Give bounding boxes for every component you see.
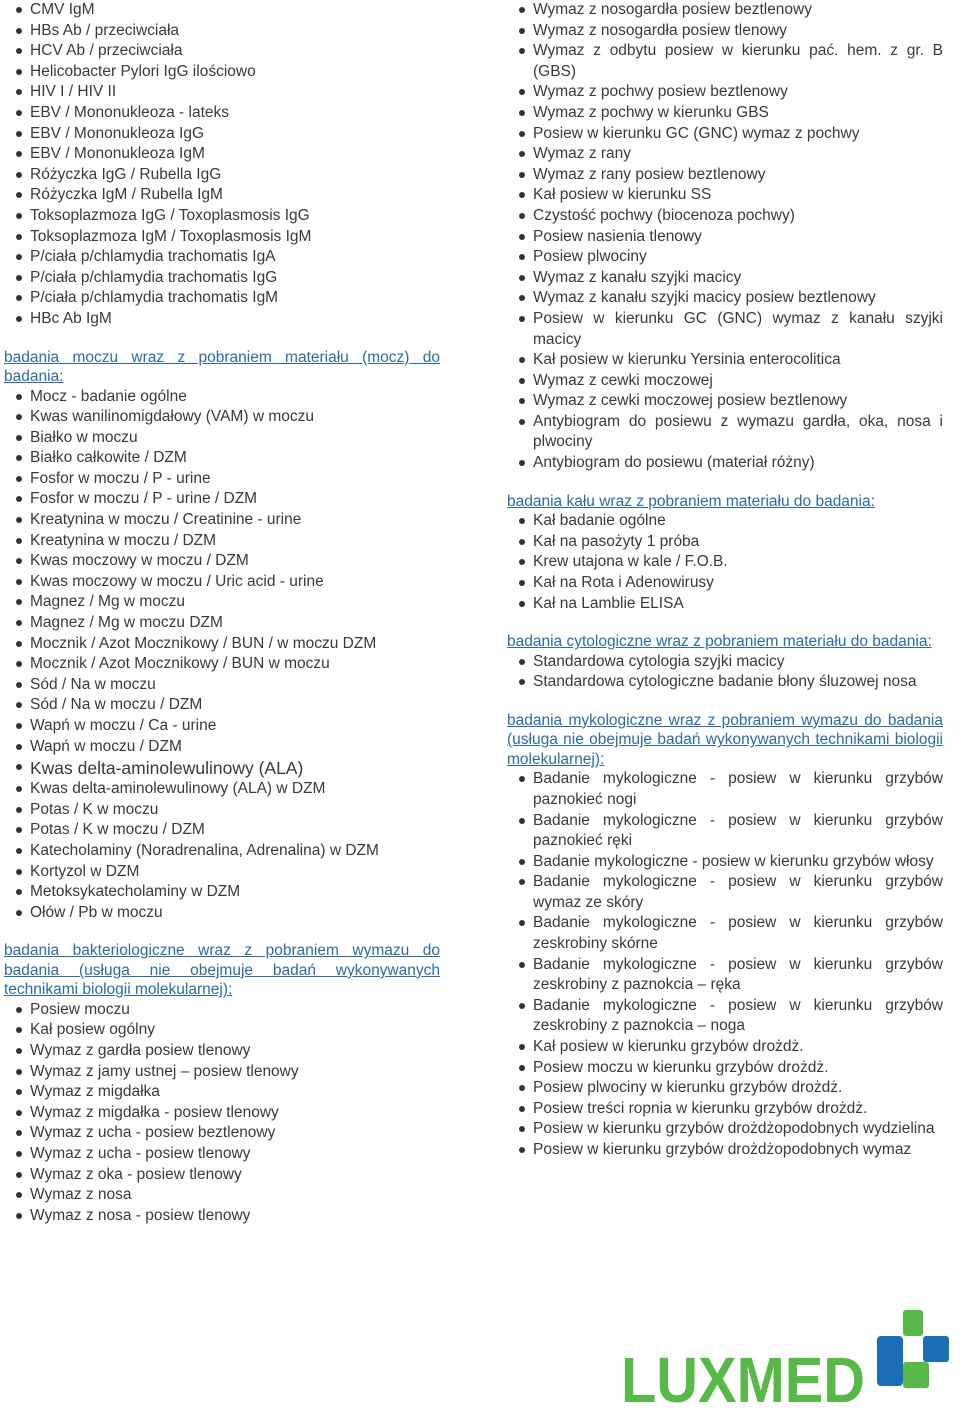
list-item: Wymaz z migdałka	[4, 1082, 440, 1103]
list-item: Wymaz z rany	[507, 144, 943, 165]
list-item: Kwas wanilinomigdałowy (VAM) w moczu	[4, 407, 440, 428]
list-item: Wapń w moczu / DZM	[4, 737, 440, 758]
list-item: Wymaz z nosogardła posiew tlenowy	[507, 21, 943, 42]
list-item: Metoksykatecholaminy w DZM	[4, 882, 440, 903]
list-item: Posiew moczu w kierunku grzybów drożdż.	[507, 1058, 943, 1079]
list-item: EBV / Mononukleoza IgM	[4, 144, 440, 165]
list-item: Mocznik / Azot Mocznikowy / BUN w moczu	[4, 654, 440, 675]
list-item: Wymaz z ucha - posiew beztlenowy	[4, 1123, 440, 1144]
list-item: Różyczka IgG / Rubella IgG	[4, 165, 440, 186]
stool-section-title: badania kału wraz z pobraniem materiału do badania:	[507, 492, 875, 510]
list-item: Posiew plwociny	[507, 247, 943, 268]
list-item: Wymaz z odbytu posiew w kierunku pać. hem. z gr. B (GBS)	[507, 41, 943, 82]
list-item: Standardowa cytologiczne badanie błony śluzowej nosa	[507, 672, 943, 693]
list-item: Wymaz z ucha - posiew tlenowy	[4, 1144, 440, 1165]
list-item: Kał na Lamblie ELISA	[507, 594, 943, 615]
list-item: Posiew moczu	[4, 1000, 440, 1021]
list-item: Wymaz z nosogardła posiew beztlenowy	[507, 0, 943, 21]
list-item: P/ciała p/chlamydia trachomatis IgG	[4, 268, 440, 289]
list-item: Wymaz z cewki moczowej posiew beztlenowy	[507, 391, 943, 412]
serology-list	[4, 0, 440, 330]
list-item: Sód / Na w moczu / DZM	[4, 695, 440, 716]
list-item: Kał na pasożyty 1 próba	[507, 532, 943, 553]
list-item: Posiew plwociny w kierunku grzybów drożdż.	[507, 1078, 943, 1099]
list-item: Kał posiew w kierunku SS	[507, 185, 943, 206]
list-item: CMV IgM	[4, 0, 440, 21]
list-item: Czystość pochwy (biocenoza pochwy)	[507, 206, 943, 227]
right-column	[507, 0, 943, 1161]
list-item: Białko całkowite / DZM	[4, 448, 440, 469]
list-item: Magnez / Mg w moczu DZM	[4, 613, 440, 634]
list-item: Kortyzol w DZM	[4, 862, 440, 883]
list-item: Kwas delta-aminolewulinowy (ALA) w DZM	[4, 779, 440, 800]
list-item: Wymaz z nosa - posiew tlenowy	[4, 1206, 440, 1227]
list-item: Wymaz z cewki moczowej	[507, 371, 943, 392]
list-item: Badanie mykologiczne - posiew w kierunku grzybów paznokieć nogi	[507, 769, 943, 810]
luxmed-cross-icon	[877, 1310, 949, 1388]
list-item: Kwas moczowy w moczu / Uric acid - urine	[4, 572, 440, 593]
list-item: Magnez / Mg w moczu	[4, 592, 440, 613]
list-item: Mocz - badanie ogólne	[4, 387, 440, 408]
list-item: P/ciała p/chlamydia trachomatis IgA	[4, 247, 440, 268]
list-item: Badanie mykologiczne - posiew w kierunku grzybów zeskrobiny z paznokcia – noga	[507, 996, 943, 1037]
list-item: Antybiogram do posiewu z wymazu gardła, oka, nosa i plwociny	[507, 412, 943, 453]
list-item: Standardowa cytologia szyjki macicy	[507, 652, 943, 673]
list-item: Wymaz z nosa	[4, 1185, 440, 1206]
list-item: Mocznik / Azot Mocznikowy / BUN / w moczu DZM	[4, 634, 440, 655]
luxmed-logo-text: LUXMED	[621, 1344, 865, 1406]
bacteriology-list	[4, 1000, 440, 1227]
list-item: Wymaz z rany posiew beztlenowy	[507, 165, 943, 186]
list-item: Potas / K w moczu	[4, 800, 440, 821]
mycology-list	[507, 769, 943, 1160]
urine-list	[4, 387, 440, 924]
list-item: Wymaz z migdałka - posiew tlenowy	[4, 1103, 440, 1124]
list-item: Fosfor w moczu / P - urine	[4, 469, 440, 490]
list-item: Posiew w kierunku grzybów drożdżopodobnych wydzielina	[507, 1119, 943, 1140]
list-item: Wymaz z kanału szyjki macicy posiew beztlenowy	[507, 288, 943, 309]
list-item: Krew utajona w kale / F.O.B.	[507, 552, 943, 573]
list-item: Sód / Na w moczu	[4, 675, 440, 696]
list-item: Kwas delta-aminolewulinowy (ALA)	[4, 757, 440, 779]
luxmed-logo	[621, 1306, 951, 1406]
list-item: HCV Ab / przeciwciała	[4, 41, 440, 62]
list-item: EBV / Mononukleoza - lateks	[4, 103, 440, 124]
list-item: Wymaz z oka - posiew tlenowy	[4, 1165, 440, 1186]
list-item: HBs Ab / przeciwciała	[4, 21, 440, 42]
list-item: Kwas moczowy w moczu / DZM	[4, 551, 440, 572]
left-column	[4, 0, 440, 1226]
list-item: Posiew w kierunku grzybów drożdżopodobnych wymaz	[507, 1140, 943, 1161]
cytology-section-title: badania cytologiczne wraz z pobraniem materiału do badania:	[507, 633, 932, 651]
urine-section-title: badania moczu wraz z pobraniem materiału (mocz) do badania:	[4, 348, 440, 385]
bacteriology-list-continued	[507, 0, 943, 474]
list-item: Posiew nasienia tlenowy	[507, 227, 943, 248]
list-item: Ołów / Pb w moczu	[4, 903, 440, 924]
list-item: P/ciała p/chlamydia trachomatis IgM	[4, 288, 440, 309]
list-item: Badanie mykologiczne - posiew w kierunku grzybów paznokieć ręki	[507, 811, 943, 852]
mycology-section-title: badania mykologiczne wraz z pobraniem wymazu do badania (usługa nie obejmuje badań wykonywanych technikami biologii molekularnej):	[507, 711, 943, 768]
bacteriology-section-title: badania bakteriologiczne wraz z pobraniem wymazu do badania (usługa nie obejmuje badań wykonywanych technikami biologii molekularnej):	[4, 942, 440, 999]
list-item: Kał posiew w kierunku grzybów drożdż.	[507, 1037, 943, 1058]
list-item: Badanie mykologiczne - posiew w kierunku grzybów włosy	[507, 852, 943, 873]
list-item: Różyczka IgM / Rubella IgM	[4, 185, 440, 206]
list-item: Białko w moczu	[4, 428, 440, 449]
list-item: Badanie mykologiczne - posiew w kierunku grzybów zeskrobiny z paznokcia – ręka	[507, 955, 943, 996]
list-item: Kreatynina w moczu / Creatinine - urine	[4, 510, 440, 531]
list-item: Antybiogram do posiewu (materiał różny)	[507, 453, 943, 474]
stool-list	[507, 511, 943, 614]
list-item: Posiew w kierunku GC (GNC) wymaz z pochwy	[507, 124, 943, 145]
list-item: Wymaz z pochwy posiew beztlenowy	[507, 82, 943, 103]
list-item: Badanie mykologiczne - posiew w kierunku grzybów wymaz ze skóry	[507, 872, 943, 913]
list-item: EBV / Mononukleoza IgG	[4, 124, 440, 145]
list-item: Wymaz z gardła posiew tlenowy	[4, 1041, 440, 1062]
list-item: Fosfor w moczu / P - urine / DZM	[4, 489, 440, 510]
list-item: Wapń w moczu / Ca - urine	[4, 716, 440, 737]
list-item: Wymaz z kanału szyjki macicy	[507, 268, 943, 289]
list-item: Badanie mykologiczne - posiew w kierunku grzybów zeskrobiny skórne	[507, 913, 943, 954]
list-item: HBc Ab IgM	[4, 309, 440, 330]
list-item: Katecholaminy (Noradrenalina, Adrenalina) w DZM	[4, 841, 440, 862]
list-item: Toksoplazmoza IgG / Toxoplasmosis IgG	[4, 206, 440, 227]
list-item: HIV I / HIV II	[4, 82, 440, 103]
list-item: Kał posiew ogólny	[4, 1020, 440, 1041]
list-item: Kał posiew w kierunku Yersinia enterocolitica	[507, 350, 943, 371]
cytology-list	[507, 652, 943, 693]
list-item: Helicobacter Pylori IgG ilościowo	[4, 62, 440, 83]
list-item: Wymaz z jamy ustnej – posiew tlenowy	[4, 1062, 440, 1083]
list-item: Posiew treści ropnia w kierunku grzybów drożdż.	[507, 1099, 943, 1120]
list-item: Wymaz z pochwy w kierunku GBS	[507, 103, 943, 124]
list-item: Kreatynina w moczu / DZM	[4, 531, 440, 552]
list-item: Kał badanie ogólne	[507, 511, 943, 532]
list-item: Posiew w kierunku GC (GNC) wymaz z kanału szyjki macicy	[507, 309, 943, 350]
list-item: Potas / K w moczu / DZM	[4, 820, 440, 841]
list-item: Kał na Rota i Adenowirusy	[507, 573, 943, 594]
list-item: Toksoplazmoza IgM / Toxoplasmosis IgM	[4, 227, 440, 248]
